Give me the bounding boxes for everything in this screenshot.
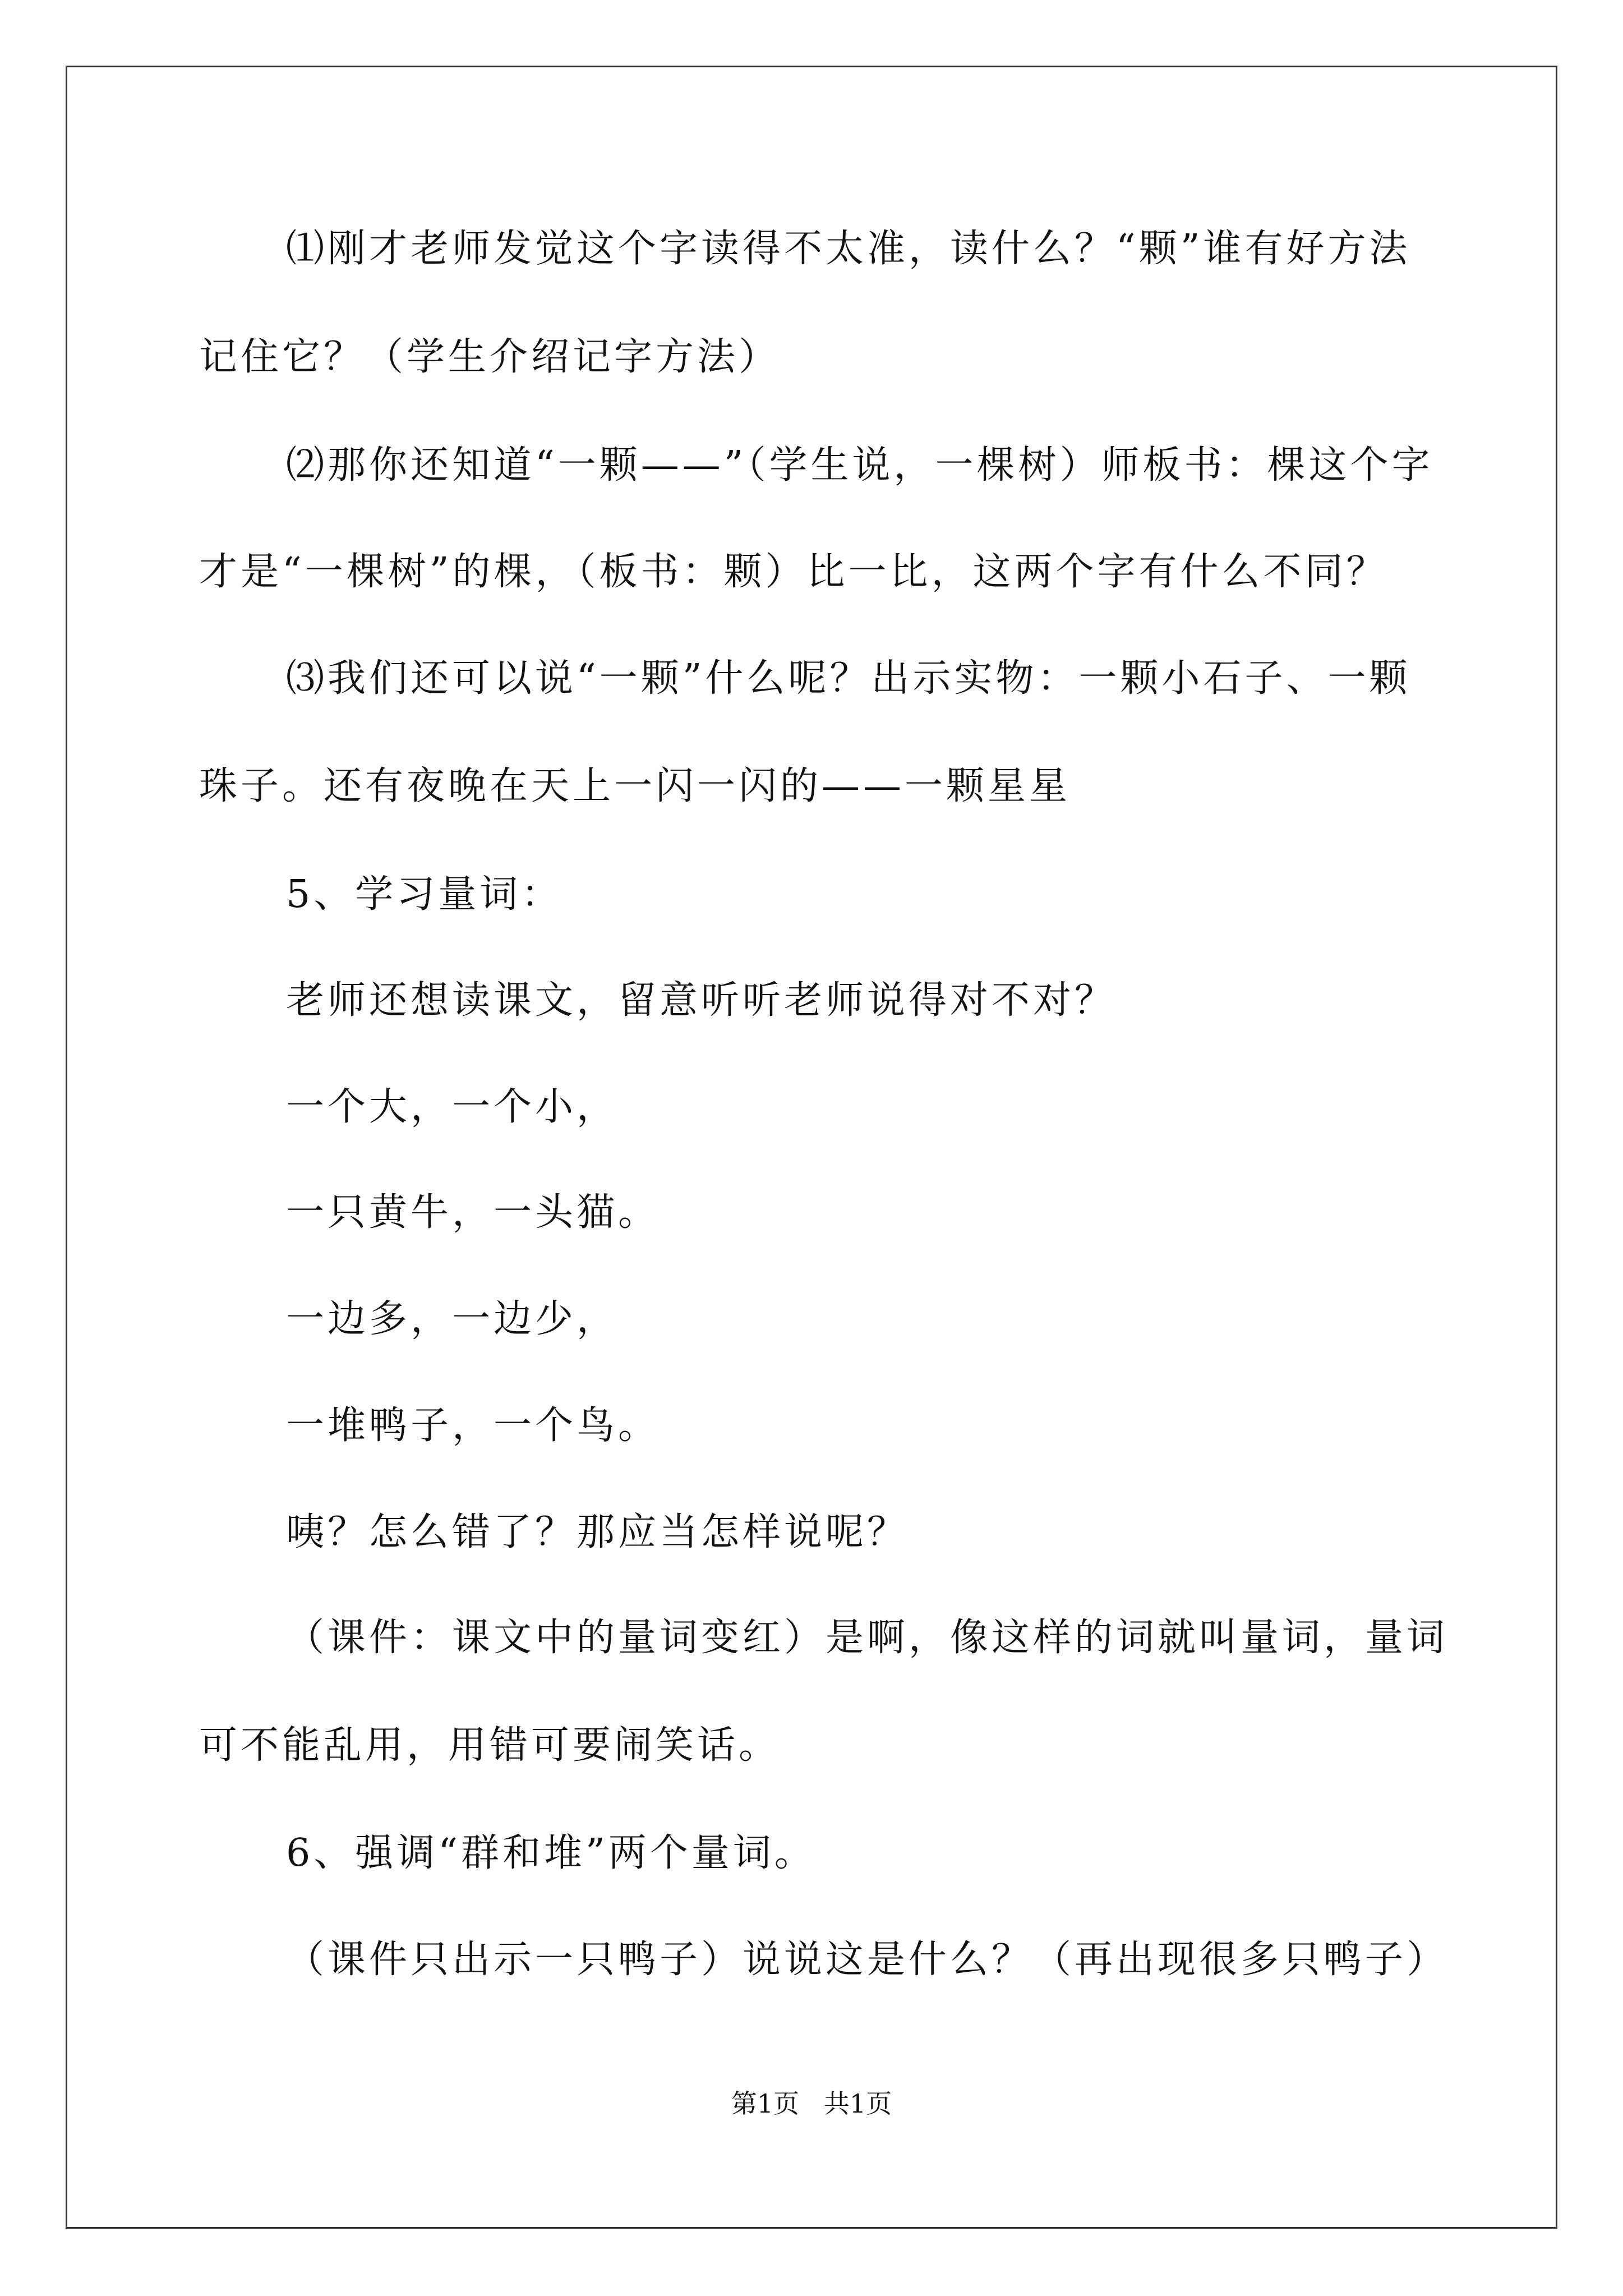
section-heading: 6、强调“群和堆”两个量词。 (286, 1831, 816, 1875)
verse-line: 一个大，一个小， (286, 1085, 619, 1129)
paragraph-line: 珠子。还有夜晚在天上一闪一闪的——一颗星星 (199, 764, 1071, 808)
page-border (66, 66, 1557, 2229)
paragraph-line: 老师还想读课文，留意听听老师说得对不对？ (286, 978, 1117, 1023)
paragraph-line: 记住它？（学生介绍记字方法） (199, 335, 781, 379)
page-footer: 第1页 共1页 (731, 2088, 892, 2119)
verse-line: 一只黄牛，一头猫。 (286, 1190, 660, 1235)
paragraph-line: （课件只出示一只鸭子）说说这是什么？（再出现很多只鸭子） (286, 1938, 1449, 1982)
verse-line: 一堆鸭子，一个鸟。 (286, 1404, 660, 1448)
paragraph-line: ⑶我们还可以说“一颗”什么呢？出示实物：一颗小石子、一颗 (286, 656, 1411, 701)
verse-line: 一边多，一边少， (286, 1297, 619, 1341)
paragraph-line: （课件：课文中的量词变红）是啊，像这样的词就叫量词，量词 (286, 1616, 1449, 1660)
paragraph-line: 咦？怎么错了？那应当怎样说呢？ (286, 1510, 909, 1554)
paragraph-line: 可不能乱用，用错可要闹笑话。 (199, 1723, 781, 1768)
paragraph-line: 才是“一棵树”的棵，（板书：颗）比一比，这两个字有什么不同？ (199, 550, 1388, 594)
paragraph-line: ⑵那你还知道“一颗——”（学生说，一棵树）师板书：棵这个字 (286, 443, 1433, 487)
section-heading: 5、学习量词： (286, 872, 563, 917)
paragraph-line: ⑴刚才老师发觉这个字读得不太准，读什么？“颗”谁有好方法 (286, 227, 1411, 271)
